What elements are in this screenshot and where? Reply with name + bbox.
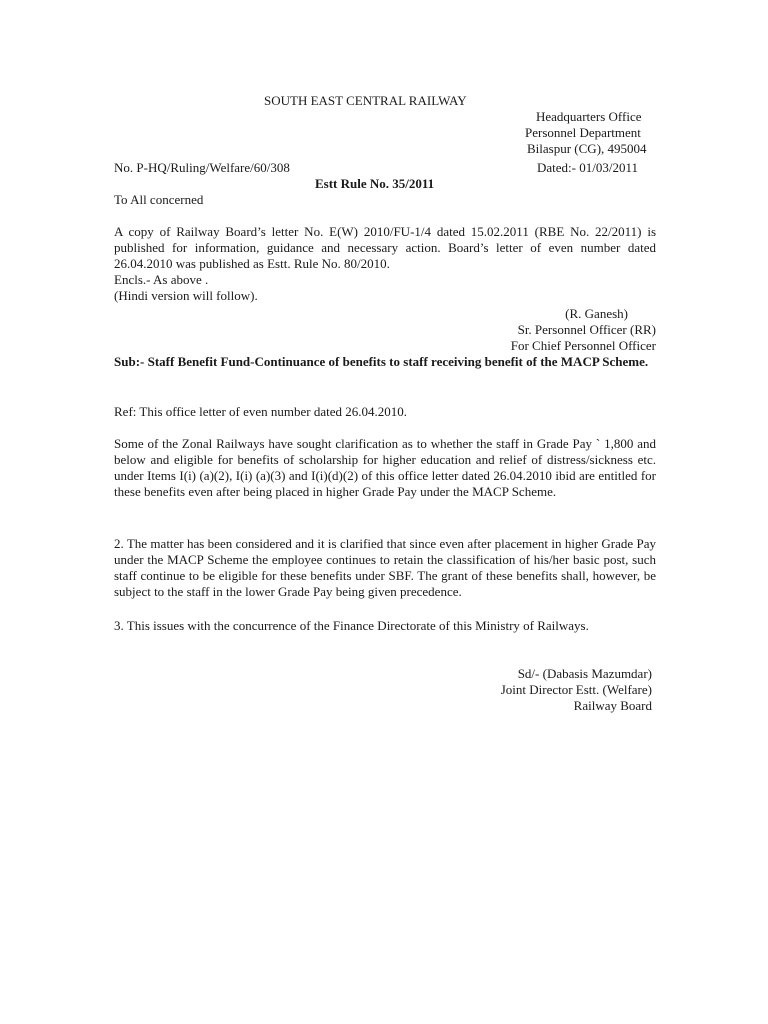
signatory-designation: Sr. Personnel Officer (RR) [517,322,656,337]
date-line: Dated:- 01/03/2011 [537,160,638,175]
forwarding-paragraph [114,224,656,272]
body-paragraph-2: 2. The matter has been considered and it is clarified that since even after placement in higher Grade Pay under the MACP Scheme the employee continues to retain the classification of his/her basic post, such staff continue to be eligible for these benefits under SBF. The grant of these benefits shall, however, be subject to the staff in the lower Grade Pay being given precedence. [114,536,656,599]
reference-line: Ref: This office letter of even number dated 26.04.2010. [114,404,408,419]
subject-line: Sub:- Staff Benefit Fund-Continuance of benefits to staff receiving benefit of the MACP Scheme. [114,354,649,369]
office-line: Bilaspur (CG), 495004 [527,141,647,156]
signatory-name: Sd/- (Dabasis Mazumdar) [517,666,652,681]
signatory-name: (R. Ganesh) [565,306,628,321]
addressee: To All concerned [114,192,204,207]
enclosure-note: Encls.- As above . [114,272,209,287]
org-title: SOUTH EAST CENTRAL RAILWAY [264,93,467,108]
signatory-capacity: For Chief Personnel Officer [510,338,656,353]
board-signature [501,666,652,714]
forwarding-text: A copy of Railway Board’s letter No. E(W) 2010/FU-1/4 dated 15.02.2011 (RBE No. 22/2011) is published for information, guidance and necessary action. Board’s letter of even number dated 26.04.2010 was published as Estt. Rule No. 80/2010. [114,224,656,271]
forwarding-signature [511,306,656,354]
office-address [525,109,647,157]
reference-number: No. P-HQ/Ruling/Welfare/60/308 [114,160,290,175]
enclosure-block [114,272,656,304]
body-paragraph-3: 3. This issues with the concurrence of the Finance Directorate of this Ministry of Railways. [114,618,589,633]
hindi-note: (Hindi version will follow). [114,288,258,303]
signatory-designation: Joint Director Estt. (Welfare) [500,682,652,697]
body-paragraph-1: Some of the Zonal Railways have sought clarification as to whether the staff in Grade Pay ` 1,800 and below and eligible for benefits of scholarship for higher education and relief of distress/sickness etc. under Items I(i) (a)(2), I(i) (a)(3) and I(i)(d)(2) of this office letter dated 26.04.2010 ibid are entitled for these benefits even after being placed in higher Grade Pay under the MACP Scheme. [114,436,656,499]
office-line: Personnel Department [525,125,641,140]
signatory-office: Railway Board [573,698,652,713]
rule-number: Estt Rule No. 35/2011 [315,176,435,191]
office-line: Headquarters Office [536,109,642,124]
